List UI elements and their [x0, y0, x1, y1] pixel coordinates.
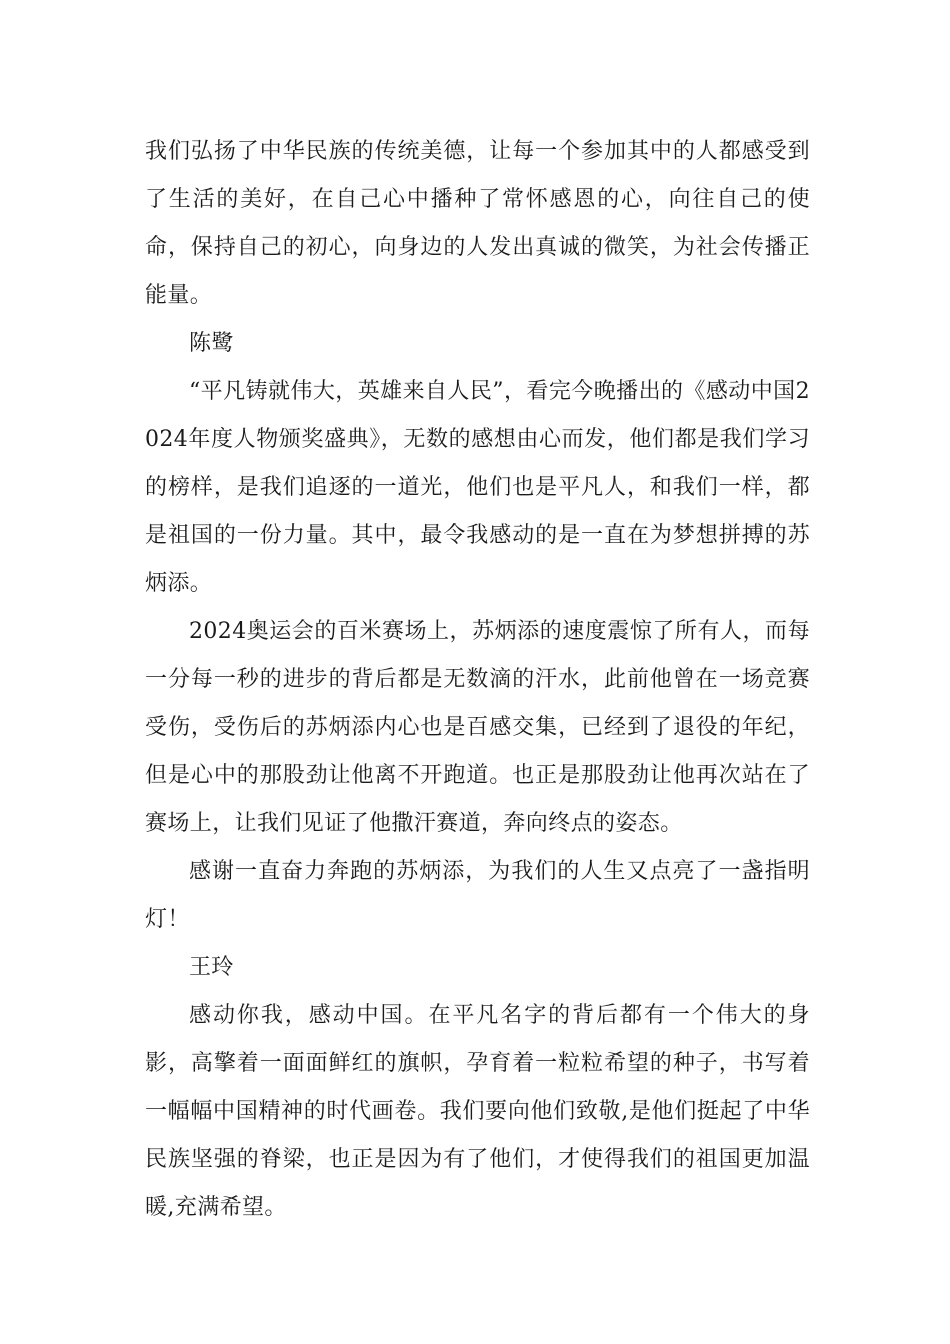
- author-name-chen-lu: 陈鹭: [189, 331, 234, 356]
- paragraph-chen-lu-1: “平凡铸就伟大，英雄来自人民”，看完今晚播出的《感动中国2024年度人物颁奖盛典》，无数的感想由心而发，他们都是我们学习的榜样，是我们追逐的一道光，他们也是平凡人，和我们一样，都是祖国的一份力量。其中，最令我感动的是一直在为梦想拼搏的苏炳添。: [145, 379, 810, 596]
- paragraph-chen-lu-3: 感谢一直奋力奔跑的苏炳添，为我们的人生又点亮了一盏指明灯！: [145, 859, 810, 932]
- paragraph-chen-lu-2: 2024奥运会的百米赛场上，苏炳添的速度震惊了所有人，而每一分每一秒的进步的背后都是无数滴的汗水，此前他曾在一场竞赛受伤，受伤后的苏炳添内心也是百感交集，已经到了退役的年纪，但是心中的那股劲让他离不开跑道。也正是那股劲让他再次站在了赛场上，让我们见证了他撒汗赛道，奔向终点的姿态。: [145, 619, 810, 836]
- paragraph-intro-continuation: 我们弘扬了中华民族的传统美德，让每一个参加其中的人都感受到了生活的美好，在自己心中播种了常怀感恩的心，向往自己的使命，保持自己的初心，向身边的人发出真诚的微笑，为社会传播正能量。: [145, 139, 810, 308]
- author-name-wang-ling: 王玲: [189, 955, 234, 980]
- document-body: [145, 128, 810, 1232]
- paragraph-wang-ling-1: 感动你我，感动中国。在平凡名字的背后都有一个伟大的身影，高擎着一面面鲜红的旗帜，孕育着一粒粒希望的种子，书写着一幅幅中国精神的时代画卷。我们要向他们致敬,是他们挺起了中华民族坚强的脊梁，也正是因为有了他们，才使得我们的祖国更加温暖,充满希望。: [145, 1003, 810, 1220]
